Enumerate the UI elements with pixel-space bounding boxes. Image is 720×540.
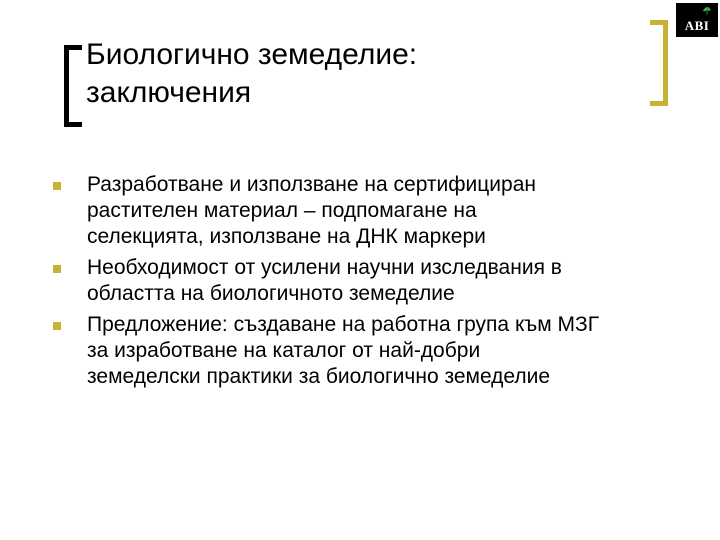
bullet-text-line: за изработване на каталог от най-добри — [87, 339, 481, 362]
bullet-text-line: Разработване и използване на сертифициран — [87, 173, 536, 196]
leaf-icon — [702, 6, 712, 16]
slide-title-line: заключения — [86, 76, 252, 109]
title-bracket-left — [64, 45, 82, 127]
slide-title — [86, 36, 626, 112]
logo-text: ABI — [684, 18, 710, 33]
bullet-text-line: земеделски практики за биологично земеделие — [87, 365, 551, 388]
bullet-list — [53, 172, 693, 395]
bullet-text-line: селекцията, използване на ДНК маркери — [87, 225, 486, 248]
title-bracket-right — [650, 20, 668, 106]
bullet-text-line: Необходимост от усилени научни изследвания в — [87, 256, 562, 279]
bullet-text-line: растителен материал – подпомагане на — [87, 199, 477, 222]
bullet-item — [53, 172, 693, 250]
slide-title-line: Биологично земеделие: — [86, 38, 418, 71]
bullet-text-line: Предложение: създаване на работна група към МЗГ — [87, 313, 600, 336]
square-bullet-icon — [53, 322, 61, 330]
abi-logo — [676, 3, 718, 37]
square-bullet-icon — [53, 182, 61, 190]
bullet-item — [53, 255, 693, 307]
bullet-item — [53, 312, 693, 390]
square-bullet-icon — [53, 265, 61, 273]
bullet-text-line: областта на биологичното земеделие — [87, 282, 455, 305]
